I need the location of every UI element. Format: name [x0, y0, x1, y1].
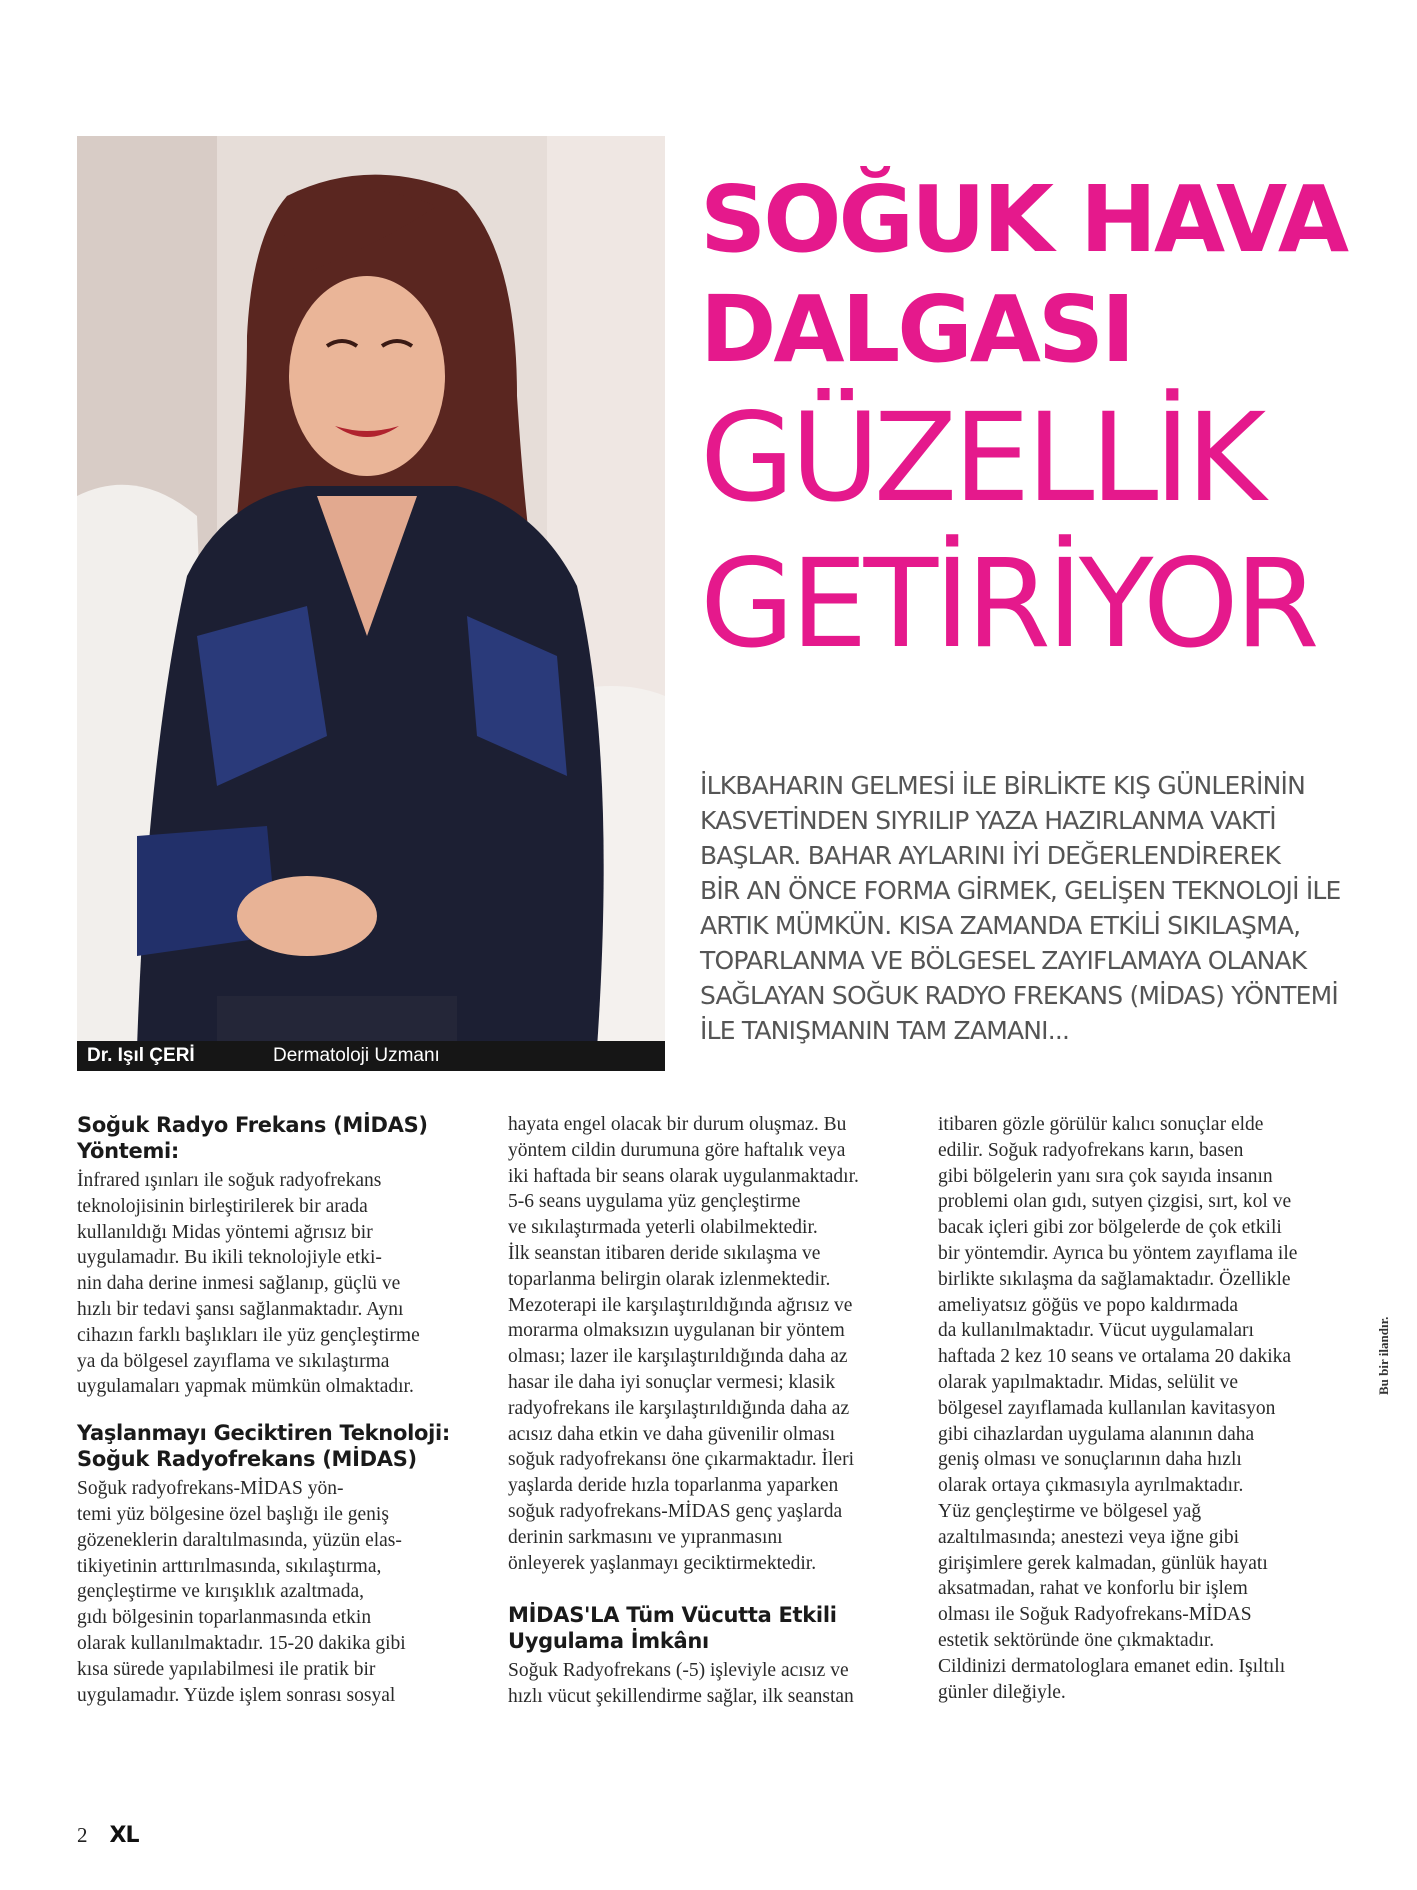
text-line: soğuk radyofrekansı öne çıkarmaktadır. İleri: [508, 1449, 855, 1471]
text-line: ya da bölgesel zayıflama ve sıkılaştırma: [77, 1350, 390, 1372]
section-heading: [508, 1602, 918, 1654]
paragraph: [77, 1476, 447, 1708]
text-line: girişimlere gerek kalmadan, günlük hayatı: [938, 1552, 1268, 1574]
text-line: gibi bölgelerin yanı sıra çok sayıda insanın: [938, 1165, 1273, 1187]
text-line: İlk seanstan itibaren deride sıkılaşma ve: [508, 1242, 821, 1264]
text-line: estetik sektöründe öne çıkmaktadır.: [938, 1629, 1215, 1651]
text-line: olarak ortaya çıkmasıyla ayrılmaktadır.: [938, 1475, 1244, 1497]
intro-line: BAŞLAR. BAHAR AYLARINI İYİ DEĞERLENDİREREK: [700, 841, 1281, 870]
text-line: gibi cihazlardan uygulama alanının daha: [938, 1423, 1255, 1445]
page-number: 2: [77, 1823, 88, 1847]
text-line: hayata engel olacak bir durum oluşmaz. Bu: [508, 1114, 847, 1135]
intro-line: SAĞLAYAN SOĞUK RADYO FREKANS (MİDAS) YÖNTEMİ: [700, 981, 1338, 1010]
text-line: gençleştirme ve kırışıklık azaltmada,: [77, 1581, 364, 1603]
heading-line: Soğuk Radyo Frekans (MİDAS): [77, 1113, 428, 1137]
paragraph: [508, 1112, 918, 1576]
text-line: 5-6 seans uygulama yüz gençleştirme: [508, 1191, 801, 1213]
text-line: hızlı bir tedavi şansı sağlanmaktadır. Aynı: [77, 1298, 404, 1320]
heading-line: Yöntemi:: [77, 1139, 180, 1163]
text-line: da kullanılmaktadır. Vücut uygulamaları: [938, 1320, 1254, 1342]
section-heading: [77, 1420, 451, 1472]
text-line: olması; lazer ile karşılaştırıldığında daha az: [508, 1346, 848, 1368]
text-line: radyofrekans ile karşılaştırıldığında daha az: [508, 1397, 850, 1419]
text-line: yöntem cildin durumuna göre haftalık veya: [508, 1139, 846, 1161]
text-line: iki haftada bir seans olarak uygulanmaktadır.: [508, 1165, 859, 1187]
column-3: [938, 1112, 1318, 1705]
text-line: bölgesel zayıflamada kullanılan kavitasyon: [938, 1397, 1276, 1419]
text-line: tikiyetinin arttırılmasında, sıkılaştırma,: [77, 1555, 382, 1577]
magazine-logo: XL: [109, 1823, 139, 1848]
text-line: derinin sarkmasını ve yıpranmasını: [508, 1526, 783, 1548]
text-line: gözeneklerin daraltılmasında, yüzün elas-: [77, 1529, 402, 1551]
headline: [700, 165, 1360, 677]
text-line: Soğuk Radyofrekans (-5) işleviyle acısız ve: [508, 1660, 849, 1682]
text-line: Soğuk radyofrekans-MİDAS yön-: [77, 1478, 344, 1500]
text-line: olarak kullanılmaktadır. 15-20 dakika gibi: [77, 1632, 406, 1654]
headline-line-2: DALGASI: [700, 276, 1133, 383]
portrait-illustration: [77, 136, 665, 1048]
text-line: olması ile Soğuk Radyofrekans-MİDAS: [938, 1604, 1252, 1626]
intro-line: KASVETİNDEN SIYRILIP YAZA HAZIRLANMA VAKTİ: [700, 806, 1276, 835]
heading-line: MİDAS'LA Tüm Vücutta Etkili: [508, 1603, 837, 1628]
portrait-photo: [77, 136, 665, 1048]
text-line: temi yüz bölgesine özel başlığı ile geniş: [77, 1503, 389, 1525]
text-line: birlikte sıkılaşma da sağlamaktadır. Özellikle: [938, 1268, 1291, 1290]
text-line: itibaren gözle görülür kalıcı sonuçlar elde: [938, 1114, 1264, 1135]
heading-line: Soğuk Radyofrekans (MİDAS): [77, 1447, 417, 1472]
text-line: İnfrared ışınları ile soğuk radyofrekans: [77, 1170, 382, 1191]
text-line: bacak içleri gibi zor bölgelerde de çok etkili: [938, 1217, 1282, 1239]
text-line: teknolojisinin birleştirilerek bir arada: [77, 1195, 368, 1217]
text-line: geniş olması ve sonuçlarının daha hızlı: [938, 1449, 1242, 1471]
intro-line: İLKBAHARIN GELMESİ İLE BİRLİKTE KIŞ GÜNLERİNİN: [700, 771, 1305, 800]
text-line: hasar ile daha iyi sonuçlar vermesi; klasik: [508, 1371, 836, 1393]
text-line: günler dileğiyle.: [938, 1681, 1066, 1703]
text-line: ameliyatsız göğüs ve popo kaldırmada: [938, 1294, 1239, 1316]
intro-line: TOPARLANMA VE BÖLGESEL ZAYIFLAMAYA OLANAK: [700, 946, 1307, 975]
text-line: olarak yapılmaktadır. Midas, selülit ve: [938, 1371, 1239, 1393]
text-line: bir yöntemdir. Ayrıca bu yöntem zayıflama ile: [938, 1242, 1298, 1264]
caption-role: Dermatoloji Uzmanı: [273, 1045, 440, 1066]
section-heading: [77, 1112, 447, 1164]
text-line: acısız daha etkin ve daha güvenilir olması: [508, 1423, 836, 1445]
photo-caption: [77, 1041, 665, 1071]
text-line: uygulamadır. Yüzde işlem sonrası sosyal: [77, 1684, 396, 1706]
text-line: Yüz gençleştirme ve bölgesel yağ: [938, 1500, 1202, 1522]
text-line: yaşlarda deride hızla toparlanma yaparken: [508, 1475, 839, 1497]
intro-line: İLE TANIŞMANIN TAM ZAMANI...: [700, 1016, 1070, 1045]
column-1: [77, 1112, 451, 1708]
text-line: nin daha derine inmesi sağlanıp, güçlü ve: [77, 1273, 401, 1295]
intro-paragraph: [700, 768, 1340, 1048]
text-line: soğuk radyofrekans-MİDAS genç yaşlarda: [508, 1500, 843, 1522]
text-line: cihazın farklı başlıkları ile yüz gençleştirme: [77, 1324, 420, 1346]
text-line: gıdı bölgesinin toparlanmasında etkin: [77, 1607, 372, 1629]
text-line: uygulamadır. Bu ikili teknolojiyle etki-: [77, 1247, 382, 1269]
text-line: toparlanma belirgin olarak izlenmektedir.: [508, 1268, 831, 1290]
headline-line-1: SOĞUK HAVA: [700, 166, 1347, 273]
heading-line: Yaşlanmayı Geciktiren Teknoloji:: [77, 1421, 451, 1446]
heading-line: Uygulama İmkânı: [508, 1629, 709, 1654]
text-line: kullanıldığı Midas yöntemi ağrısız bir: [77, 1221, 373, 1243]
text-line: haftada 2 kez 10 seans ve ortalama 20 dakika: [938, 1346, 1292, 1368]
column-2: [508, 1112, 918, 1710]
paragraph: [938, 1112, 1318, 1705]
caption-name: Dr. Işıl ÇERİ: [87, 1045, 195, 1066]
paragraph: [508, 1658, 918, 1710]
text-line: azaltılmasında; anestezi veya iğne gibi: [938, 1526, 1240, 1548]
headline-line-3: GÜZELLİK: [700, 387, 1263, 529]
text-line: hızlı vücut şekillendirme sağlar, ilk seanstan: [508, 1686, 854, 1708]
text-line: Mezoterapi ile karşılaştırıldığında ağrısız ve: [508, 1294, 853, 1316]
text-line: problemi olan gıdı, sutyen çizgisi, sırt, kol ve: [938, 1191, 1292, 1213]
advertisement-note: Bu bir ilandır.: [1376, 1316, 1391, 1395]
text-line: Cildinizi dermatologlara emanet edin. Işıltılı: [938, 1655, 1286, 1677]
text-line: morarma olmaksızın uygulanan bir yöntem: [508, 1320, 845, 1342]
intro-line: BİR AN ÖNCE FORMA GİRMEK, GELİŞEN TEKNOLOJİ İLE: [700, 876, 1341, 905]
headline-line-4: GETİRİYOR: [700, 533, 1316, 675]
paragraph: [77, 1168, 447, 1400]
text-line: aksatmadan, rahat ve konforlu bir işlem: [938, 1578, 1248, 1600]
text-line: edilir. Soğuk radyofrekans karın, basen: [938, 1139, 1244, 1161]
text-line: uygulamaları yapmak mümkün olmaktadır.: [77, 1376, 414, 1398]
text-line: ve sıkılaştırmada yeterli olabilmektedir.: [508, 1217, 818, 1239]
text-line: önleyerek yaşlanmayı geciktirmektedir.: [508, 1552, 817, 1574]
page-footer: [77, 1823, 138, 1848]
intro-line: ARTIK MÜMKÜN. KISA ZAMANDA ETKİLİ SIKILAŞMA,: [700, 911, 1301, 940]
text-line: kısa sürede yapılabilmesi ile pratik bir: [77, 1658, 376, 1680]
